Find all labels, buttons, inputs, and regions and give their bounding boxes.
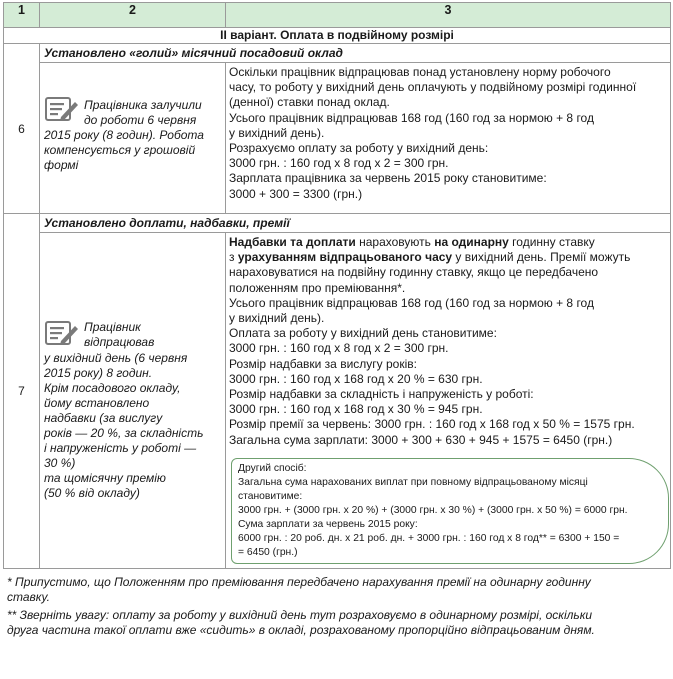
s2-text-line: нараховуватися на подвійну годинну ставку, якщо це передбачено (229, 265, 599, 280)
s2-intro-line-1: Надбавки та доплати нараховують на одинарну годинну ставку (229, 235, 595, 249)
section1-title: Установлено «голий» місячний посадовий оклад (40, 44, 671, 63)
section1-condition (40, 63, 226, 214)
section2-condition (40, 233, 226, 569)
footnote-2: ** Зверніть увагу: оплату за роботу у вихідний день тут розраховуємо в одинарному розмірі, оскільки друга частина такої оплати вже «сидить» в окладі, розрахованому пропорційно відпрацьованим дням. (7, 607, 595, 638)
alt-line: = 6450 (грн.) (238, 546, 298, 558)
s2-text-line: 3000 грн. : 160 год х 168 год х 30 % = 945 грн. (229, 402, 483, 417)
s1-text-line: Оскільки працівник відпрацював понад установлену норму робочого (229, 65, 611, 79)
alternative-method-callout (231, 458, 669, 564)
s2-text-line: Розмір надбавки за складність і напруженість у роботі: (229, 387, 534, 402)
section2-line: 30 %) (44, 456, 76, 470)
calculation-table (3, 2, 671, 569)
row-number-6: 6 (4, 44, 40, 214)
footnotes (3, 569, 670, 639)
s1-text-line: 3000 грн. : 160 год х 8 год х 2 = 300 грн. (229, 156, 449, 171)
s2-text-line: Усього працівник відпрацював 168 год (160 год за нормою + 8 год (229, 295, 594, 310)
alt-line: 6000 грн. : 20 роб. дн. х 21 роб. дн. + 3000 грн. : 160 год х 8 год** = 6300 + 150 = (238, 532, 620, 544)
alt-line: Другий спосіб: (238, 462, 307, 474)
alt-line: Сума зарплати за червень 2015 року: (238, 518, 418, 530)
table-header-row (4, 3, 671, 28)
s1-text-line: Зарплата працівника за червень 2015 року становитиме: (229, 171, 547, 186)
section2-line: років — 20 %, за складність (44, 426, 204, 440)
s2-text-line: Оплата за роботу у вихідний день становитиме: (229, 326, 497, 341)
section2-line: та щомісячну премію (44, 471, 166, 485)
section2-line: надбавки (за вислугу (44, 411, 163, 425)
section1-line-4: компенсується у грошовій (44, 143, 196, 157)
section1-line-1: Працівника залучили (84, 98, 202, 112)
section2-calculation (226, 233, 671, 569)
header-col-1: 1 (4, 3, 40, 28)
s1-text-line: у вихідний день). (229, 125, 325, 140)
s2-text-line: у вихідний день). (229, 311, 325, 326)
s1-text-line: часу, то роботу у вихідний день оплачують у подвійному розмірі годинної (229, 80, 637, 95)
row-number-7: 7 (4, 214, 40, 569)
header-col-3: 3 (226, 3, 671, 28)
section2-line: у вихідний день (6 червня (44, 351, 188, 365)
note-pencil-icon (45, 97, 79, 123)
document-page (3, 2, 670, 641)
s2-text-line: 3000 грн. : 160 год х 8 год х 2 = 300 грн. (229, 341, 449, 356)
section1-line-3: 2015 року (8 годин). Робота (44, 128, 204, 142)
section2-line: йому встановлено (44, 396, 150, 410)
s2-text-line: Розмір премії за червень: 3000 грн. : 160 год х 168 год х 50 % = 1575 грн. (229, 417, 635, 432)
s2-text-line: 3000 грн. : 160 год х 168 год х 20 % = 630 грн. (229, 371, 483, 386)
section2-icon-line-1: Працівник (84, 320, 141, 334)
section2-icon-line-2: відпрацював (84, 335, 155, 349)
footnote-1: * Припустимо, що Положенням про преміювання передбачено нарахування премії на одинарну годинну ставку. (7, 574, 591, 605)
s1-text-line: 3000 + 300 = 3300 (грн.) (229, 186, 363, 201)
s2-text-line: Загальна сума зарплати: 3000 + 300 + 630 + 945 + 1575 = 6450 (грн.) (229, 432, 613, 447)
section2-line: і напруженість у роботі — (44, 441, 197, 455)
section1-line-2: до роботи 6 червня (84, 113, 197, 127)
s1-text-line: Розрахуємо оплату за роботу у вихідний день: (229, 141, 489, 156)
s1-text-line: (денної) ставки понад оклад. (229, 95, 390, 110)
section2-line: 2015 року) 8 годин. (44, 366, 153, 380)
alt-line: становитиме: (238, 490, 303, 502)
alt-line: Загальна сума нарахованих виплат при повному відпрацьованому місяці (238, 476, 588, 488)
alt-line: 3000 грн. + (3000 грн. х 20 %) + (3000 грн. х 30 %) + (3000 грн. х 50 %) = 6000 грн. (238, 504, 628, 516)
s1-text-line: Усього працівник відпрацював 168 год (160 год за нормою + 8 год (229, 110, 594, 125)
section2-title: Установлено доплати, надбавки, премії (40, 214, 671, 233)
s2-intro-line-2: з урахуванням відпрацьованого часу у вихідний день. Премії можуть (229, 250, 631, 265)
s2-text-line: Розмір надбавки за вислугу років: (229, 356, 417, 371)
section1-calculation (226, 63, 671, 214)
section1-line-5: формі (44, 158, 79, 172)
s2-text-line: положенням про преміювання*. (229, 280, 406, 295)
header-col-2: 2 (40, 3, 226, 28)
section2-line: (50 % від окладу) (44, 486, 140, 500)
note-pencil-icon (45, 321, 79, 347)
section2-line: Крім посадового окладу, (44, 381, 181, 395)
variant-title: II варіант. Оплата в подвійному розмірі (4, 28, 671, 44)
